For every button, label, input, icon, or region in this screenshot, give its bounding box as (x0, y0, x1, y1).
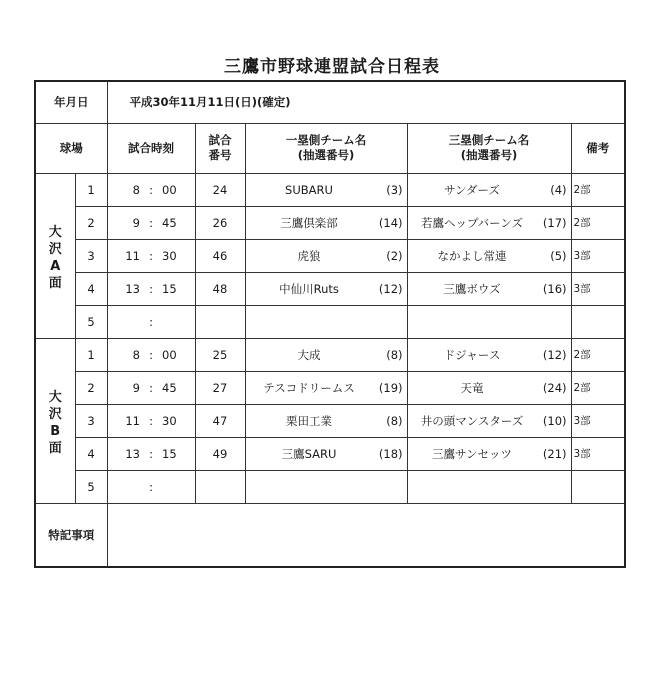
match-time-wrap (112, 381, 191, 395)
match-time-wrap (112, 480, 191, 494)
header-field: 球場 (35, 123, 107, 173)
third-base-lottery: (24) (542, 380, 567, 395)
match-time (107, 404, 195, 437)
third-base-lottery: (12) (542, 347, 567, 362)
time-hour: 11 (125, 248, 140, 263)
row-number: 1 (75, 173, 107, 206)
third-base-team-wrap (412, 446, 567, 462)
third-base-team-wrap (412, 182, 567, 198)
third-base-team: なかよし常連 (437, 248, 507, 263)
third-base-team-wrap (412, 347, 567, 363)
time-hour: 8 (132, 347, 140, 362)
row-number: 5 (75, 470, 107, 503)
time-hour: 13 (125, 281, 140, 296)
date-row (35, 81, 625, 123)
first-base-lottery: (12) (378, 281, 403, 296)
remarks-label: 特記事項 (35, 503, 107, 567)
match-row (35, 371, 625, 404)
time-hour: 13 (125, 446, 140, 461)
row-number: 4 (75, 437, 107, 470)
match-number: 48 (195, 272, 245, 305)
row-number: 2 (75, 206, 107, 239)
first-base-lottery: (3) (386, 182, 403, 197)
third-base-team-cell (407, 272, 571, 305)
third-base-team: 天竜 (460, 380, 484, 395)
row-number: 2 (75, 371, 107, 404)
third-base-lottery: (16) (542, 281, 567, 296)
header-first-base-line2: (抽選番号) (297, 148, 355, 162)
match-time (107, 371, 195, 404)
time-minute: 15 (162, 446, 177, 461)
first-base-lottery: (2) (386, 248, 403, 263)
third-base-team-wrap (412, 281, 567, 297)
first-base-lottery: (8) (386, 413, 403, 428)
match-time (107, 305, 195, 338)
time-minute: 45 (162, 215, 177, 230)
first-base-team: SUBARU (285, 182, 333, 197)
match-row (35, 173, 625, 206)
match-number (195, 305, 245, 338)
first-base-team-wrap (250, 248, 403, 264)
header-first-base-line1: 一塁側チーム名 (285, 133, 367, 147)
header-first-base (245, 123, 407, 173)
match-row (35, 338, 625, 371)
header-match-no (195, 123, 245, 173)
third-base-team: 井の頭マンスターズ (420, 413, 524, 428)
first-base-team: 三鷹SARU (281, 446, 337, 461)
venue-name-char: A (50, 258, 61, 274)
row-number: 5 (75, 305, 107, 338)
first-base-team-wrap (250, 446, 403, 462)
division-note (571, 470, 625, 503)
match-number: 25 (195, 338, 245, 371)
header-third-base-line2: (抽選番号) (460, 148, 518, 162)
division-note: 3部 (571, 239, 625, 272)
third-base-lottery: (21) (542, 446, 567, 461)
first-base-team-cell (245, 206, 407, 239)
schedule-table (34, 80, 626, 568)
time-minute (162, 315, 186, 329)
match-time (107, 338, 195, 371)
first-base-team-wrap (250, 380, 403, 396)
match-time (107, 206, 195, 239)
third-base-team-cell (407, 239, 571, 272)
venue-name (35, 173, 75, 338)
schedule-title: 三鷹市野球連盟試合日程表 (224, 57, 440, 77)
third-base-team: 若鷹ヘップバーンズ (420, 215, 523, 230)
third-base-team-cell (407, 173, 571, 206)
third-base-team-cell (407, 470, 571, 503)
time-minute (162, 480, 186, 494)
first-base-team: 大成 (297, 347, 321, 362)
third-base-lottery: (5) (550, 248, 567, 263)
third-base-lottery: (10) (542, 413, 567, 428)
first-base-team-cell (245, 437, 407, 470)
third-base-lottery: (17) (542, 215, 567, 230)
first-base-team: 栗田工業 (286, 413, 332, 428)
match-time-wrap (112, 447, 191, 461)
header-third-base (407, 123, 571, 173)
match-number: 26 (195, 206, 245, 239)
third-base-team-wrap (412, 413, 567, 429)
match-number (195, 470, 245, 503)
time-minute: 00 (162, 347, 177, 362)
third-base-team-cell (407, 206, 571, 239)
match-time-wrap (112, 282, 191, 296)
time-hour (116, 315, 140, 329)
row-number: 4 (75, 272, 107, 305)
row-number: 1 (75, 338, 107, 371)
match-number: 47 (195, 404, 245, 437)
match-row (35, 470, 625, 503)
match-time (107, 239, 195, 272)
third-base-team-wrap (412, 248, 567, 264)
match-row (35, 239, 625, 272)
time-minute: 30 (162, 413, 177, 428)
third-base-team-cell (407, 338, 571, 371)
venue-name-char: 沢 (48, 241, 62, 257)
header-time: 試合時刻 (107, 123, 195, 173)
third-base-team-cell (407, 371, 571, 404)
row-number: 3 (75, 239, 107, 272)
match-number: 49 (195, 437, 245, 470)
date-value: 平成30年11月11日(日)(確定) (107, 81, 625, 123)
first-base-team-cell (245, 470, 407, 503)
date-label: 年月日 (35, 81, 107, 123)
time-minute: 30 (162, 248, 177, 263)
time-separator: : (149, 380, 153, 395)
first-base-team: 虎狼 (297, 248, 321, 263)
time-separator: : (149, 446, 153, 461)
first-base-team-cell (245, 239, 407, 272)
time-hour (116, 480, 140, 494)
time-separator: : (149, 281, 153, 296)
division-note: 3部 (571, 272, 625, 305)
match-time (107, 272, 195, 305)
first-base-team-cell (245, 305, 407, 338)
division-note: 2部 (571, 371, 625, 404)
third-base-team-cell (407, 404, 571, 437)
match-number: 46 (195, 239, 245, 272)
match-time (107, 437, 195, 470)
division-note (571, 305, 625, 338)
remarks-value (107, 503, 625, 567)
venue-name-char: 大 (48, 224, 62, 240)
time-minute: 45 (162, 380, 177, 395)
first-base-team-cell (245, 338, 407, 371)
first-base-lottery: (8) (386, 347, 403, 362)
third-base-team: ドジャース (443, 347, 501, 362)
time-separator: : (149, 479, 153, 494)
time-minute: 00 (162, 182, 177, 197)
match-number: 24 (195, 173, 245, 206)
time-hour: 8 (132, 182, 140, 197)
match-time-wrap (112, 414, 191, 428)
venue-name (35, 338, 75, 503)
first-base-team-wrap (250, 413, 403, 429)
venue-name-char: 沢 (48, 406, 62, 422)
time-hour: 9 (132, 215, 140, 230)
header-match-no-line2: 番号 (208, 148, 232, 162)
match-time (107, 470, 195, 503)
match-row (35, 206, 625, 239)
time-separator: : (149, 413, 153, 428)
match-time-wrap (112, 348, 191, 362)
third-base-lottery: (4) (550, 182, 567, 197)
division-note: 2部 (571, 173, 625, 206)
time-hour: 9 (132, 380, 140, 395)
match-time-wrap (112, 216, 191, 230)
time-separator: : (149, 314, 153, 329)
venue-name-char: 面 (48, 440, 62, 456)
time-separator: : (149, 182, 153, 197)
first-base-team: テスコドリームス (263, 380, 355, 395)
match-row (35, 437, 625, 470)
first-base-team-cell (245, 371, 407, 404)
header-third-base-line1: 三塁側チーム名 (448, 133, 530, 147)
third-base-team: サンダーズ (444, 182, 500, 197)
time-hour: 11 (125, 413, 140, 428)
first-base-team-cell (245, 404, 407, 437)
first-base-team: 三鷹倶楽部 (280, 215, 338, 230)
first-base-team-cell (245, 173, 407, 206)
division-note: 3部 (571, 437, 625, 470)
third-base-team-cell (407, 305, 571, 338)
third-base-team-wrap (412, 215, 567, 231)
venue-name-char: 大 (48, 389, 62, 405)
match-time-wrap (112, 249, 191, 263)
venue-name-char: B (50, 423, 61, 439)
match-time-wrap (112, 315, 191, 329)
match-row (35, 404, 625, 437)
first-base-team-cell (245, 272, 407, 305)
first-base-team: 中仙川Ruts (279, 281, 339, 296)
third-base-team-cell (407, 437, 571, 470)
match-time-wrap (112, 183, 191, 197)
time-separator: : (149, 248, 153, 263)
row-number: 3 (75, 404, 107, 437)
first-base-team-wrap (250, 347, 403, 363)
time-minute: 15 (162, 281, 177, 296)
third-base-team: 三鷹サンセッツ (432, 446, 512, 461)
match-number: 27 (195, 371, 245, 404)
time-separator: : (149, 347, 153, 362)
header-notes: 備考 (571, 123, 625, 173)
first-base-lottery: (19) (378, 380, 403, 395)
first-base-lottery: (14) (378, 215, 403, 230)
first-base-lottery: (18) (378, 446, 403, 461)
first-base-team-wrap (250, 215, 403, 231)
time-separator: : (149, 215, 153, 230)
match-row (35, 272, 625, 305)
third-base-team-wrap (412, 380, 567, 396)
venue-name-char: 面 (48, 275, 62, 291)
division-note: 3部 (571, 404, 625, 437)
first-base-team-wrap (250, 281, 403, 297)
first-base-team-wrap (250, 183, 403, 197)
division-note: 2部 (571, 206, 625, 239)
match-row (35, 305, 625, 338)
remarks-row (35, 503, 625, 567)
header-row (35, 123, 625, 173)
match-time (107, 173, 195, 206)
header-match-no-line1: 試合 (208, 133, 232, 147)
division-note: 2部 (571, 338, 625, 371)
third-base-team: 三鷹ボウズ (443, 281, 501, 296)
